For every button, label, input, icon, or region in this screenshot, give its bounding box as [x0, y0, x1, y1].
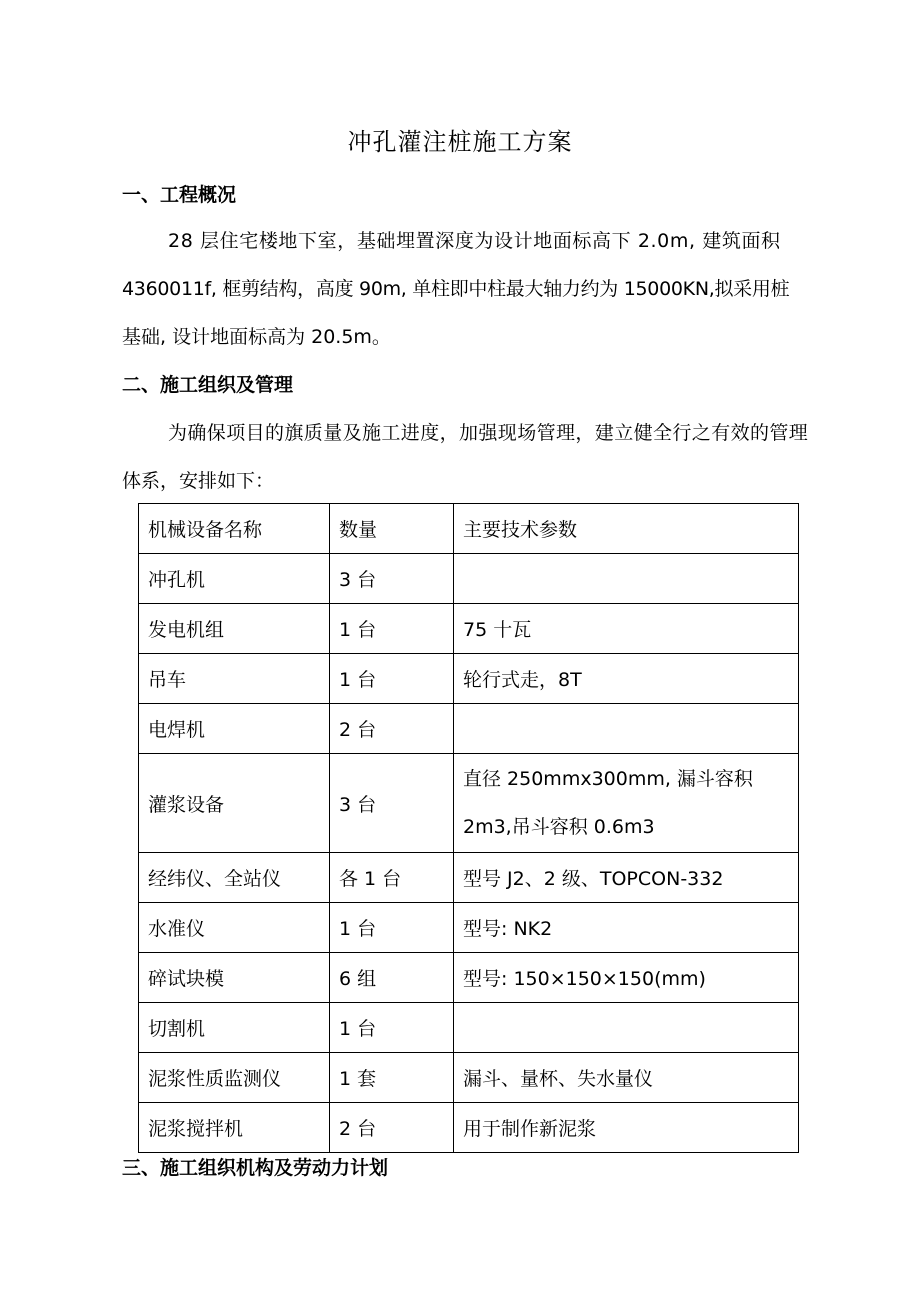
- table-row: [139, 654, 799, 704]
- equipment-name: 泥浆性质监测仪: [139, 1053, 330, 1103]
- table-header-row: [139, 504, 799, 554]
- table-row: [139, 1053, 799, 1103]
- table-row: [139, 853, 799, 903]
- equipment-name: 碎试块模: [139, 953, 330, 1003]
- equipment-name: 泥浆搅拌机: [139, 1103, 330, 1153]
- overview-line-1: 28 层住宅楼地下室，基础埋置深度为设计地面标高下 2.0m, 建筑面积: [168, 230, 781, 252]
- table-row: [139, 1103, 799, 1153]
- table-row: [139, 704, 799, 754]
- equipment-name: 经纬仪、全站仪: [139, 853, 330, 903]
- organization-line-2: 体系，安排如下：: [122, 470, 275, 492]
- equipment-parameters: 直径 250mmx300mm, 漏斗容积 2m3,吊斗容积 0.6m3: [454, 754, 799, 853]
- table-row: [139, 554, 799, 604]
- equipment-name: 发电机组: [139, 604, 330, 654]
- equipment-quantity: 1 套: [330, 1053, 454, 1103]
- equipment-quantity: 2 台: [330, 704, 454, 754]
- equipment-quantity: 1 台: [330, 903, 454, 953]
- equipment-quantity: 2 台: [330, 1103, 454, 1153]
- overview-line-2: 4360011f, 框剪结构，高度 90m, 单柱即中柱最大轴力约为 15000KN,拟采用桩: [122, 278, 790, 300]
- equipment-parameters: [454, 704, 799, 754]
- header-equipment-name: 机械设备名称: [139, 504, 330, 554]
- section-heading-labor-plan: 三、施工组织机构及劳动力计划: [122, 1157, 389, 1179]
- equipment-parameters: [454, 554, 799, 604]
- header-parameters: 主要技术参数: [454, 504, 799, 554]
- table-row: [139, 953, 799, 1003]
- equipment-name: 灌浆设备: [139, 754, 330, 853]
- table-row: [139, 903, 799, 953]
- equipment-parameters: 用于制作新泥浆: [454, 1103, 799, 1153]
- table-row: [139, 604, 799, 654]
- equipment-name: 切割机: [139, 1003, 330, 1053]
- equipment-parameters: 型号 J2、2 级、TOPCON-332: [454, 853, 799, 903]
- table-row: [139, 754, 799, 853]
- equipment-name: 吊车: [139, 654, 330, 704]
- equipment-parameters: 漏斗、量杯、失水量仪: [454, 1053, 799, 1103]
- equipment-quantity: 3 台: [330, 754, 454, 853]
- document-title: 冲孔灌注桩施工方案: [347, 128, 573, 156]
- equipment-table: [138, 503, 799, 1153]
- equipment-parameters: 75 十瓦: [454, 604, 799, 654]
- equipment-parameters: 轮行式走，8T: [454, 654, 799, 704]
- section-heading-organization: 二、施工组织及管理: [122, 374, 294, 396]
- equipment-quantity: 6 组: [330, 953, 454, 1003]
- equipment-name: 水准仪: [139, 903, 330, 953]
- equipment-parameters: 型号: 150×150×150(mm): [454, 953, 799, 1003]
- section-heading-overview: 一、工程概况: [122, 184, 237, 206]
- equipment-parameters: 型号: NK2: [454, 903, 799, 953]
- overview-line-3: 基础, 设计地面标高为 20.5m。: [122, 326, 391, 348]
- header-quantity: 数量: [330, 504, 454, 554]
- equipment-name: 冲孔机: [139, 554, 330, 604]
- table-row: [139, 1003, 799, 1053]
- organization-line-1: 为确保项目的旗质量及施工进度，加强现场管理，建立健全行之有效的管理: [168, 422, 809, 444]
- equipment-quantity: 3 台: [330, 554, 454, 604]
- equipment-parameters: [454, 1003, 799, 1053]
- equipment-quantity: 1 台: [330, 654, 454, 704]
- equipment-quantity: 1 台: [330, 604, 454, 654]
- equipment-name: 电焊机: [139, 704, 330, 754]
- equipment-quantity: 各 1 台: [330, 853, 454, 903]
- equipment-quantity: 1 台: [330, 1003, 454, 1053]
